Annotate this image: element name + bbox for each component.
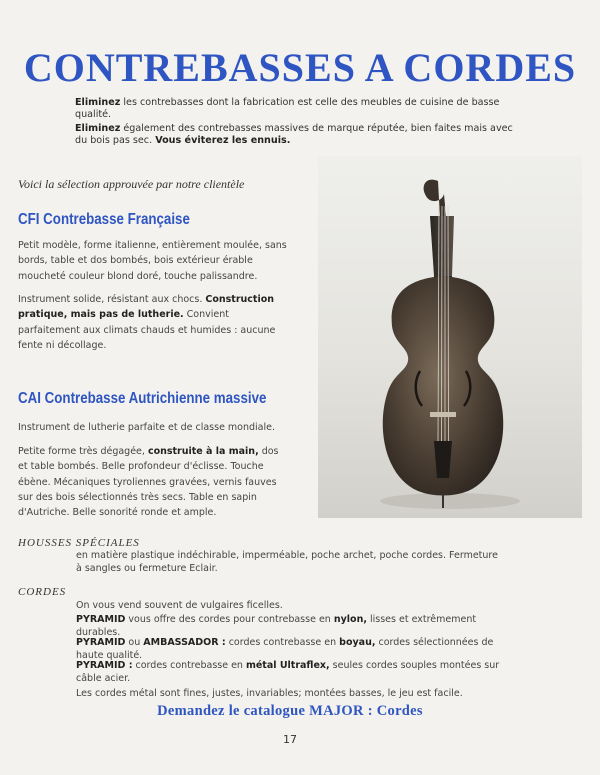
intro-paragraph-2 [75, 123, 515, 147]
cordes-metal-material: métal Ultraflex, [245, 660, 330, 671]
intro-2-emphasis: Vous éviterez les ennuis. [155, 135, 291, 146]
intro-2-lead: Eliminez [75, 123, 121, 134]
intro-2-text: également des contrebasses massives de marque réputée, bien faites mais avec du bois pas sec. [75, 123, 513, 146]
selection-subtitle: Voici la sélection approuvée par notre clientèle [18, 177, 245, 191]
cai-construction-bold: construite à la main, [147, 446, 259, 457]
cordes-boyau-text-2: cordes contrebasse en [225, 637, 340, 648]
cordes-label: CORDES [18, 586, 67, 598]
cordes-nylon-brand: PYRAMID [76, 614, 126, 625]
housses-label: HOUSSES SPÉCIALES [18, 537, 140, 549]
cordes-boyau-text-1: ou [125, 637, 144, 648]
cai-construction [18, 444, 288, 520]
cai-construction-start: Petite forme très dégagée, [18, 446, 148, 457]
page-number: 17 [283, 733, 297, 746]
cfi-construction-start: Instrument solide, résistant aux chocs. [18, 294, 206, 305]
cordes-boyau-brand-2: AMBASSADOR : [143, 637, 226, 648]
cordes-nylon-text-2: lisses et extrêmement durables. [76, 614, 477, 639]
cfi-construction-end: Convient parfaitement aux climats chauds et humides : aucune fente ni décollage. [18, 309, 276, 351]
cordes-metal-brand: PYRAMID : [76, 660, 133, 671]
cai-description: Instrument de lutherie parfaite et de classe mondiale. [18, 422, 276, 433]
page-title: CONTREBASSES A CORDES [23, 45, 577, 90]
cordes-closing: Les cordes métal sont fines, justes, invariables; montées basses, le jeu est facile. [76, 688, 463, 699]
cordes-intro: On vous vend souvent de vulgaires ficelles. [76, 600, 283, 611]
cai-construction-end: dos et table bombés. Belle profondeur d'éclisse. Touche ébène. Mécaniques tyroliennes gravées, vernis fauves sur des bois sélectionnés très secs. Table en sapin d'Autriche. Belle sonorité ronde et ample. [18, 446, 279, 519]
intro-1-lead: Eliminez [75, 97, 121, 108]
housses-description: en matière plastique indéchirable, imperméable, poche archet, poche cordes. Fermeture à sangles ou fermeture Eclair. [76, 550, 498, 575]
cordes-nylon-material: nylon, [333, 614, 367, 625]
cordes-boyau-text-3: cordes sélectionnées de haute qualité. [76, 637, 494, 662]
cordes-nylon-text-1: vous offre des cordes pour contrebasse en [125, 614, 334, 625]
cfi-description: Petit modèle, forme italienne, entièrement moulée, sans bords, table et dos bombés, bois extérieur érable moucheté couleur blond doré, touche palissandre. [18, 240, 287, 282]
cordes-boyau-material: boyau, [339, 637, 376, 648]
catalogue-request: Demandez le catalogue MAJOR : Cordes [157, 703, 423, 719]
cfi-construction [18, 292, 288, 353]
intro-paragraph-1 [75, 97, 515, 121]
double-bass-photo [318, 156, 582, 518]
cordes-metal-text-1: cordes contrebasse en [132, 660, 246, 671]
intro-1-text: les contrebasses dont la fabrication est celle des meubles de cuisine de basse qualité. [75, 97, 500, 120]
cordes-metal-text-2: seules cordes souples montées sur câble acier. [76, 660, 500, 685]
cordes-metal [76, 659, 516, 686]
cfi-construction-bold: Construction pratique, mais pas de lutherie. [18, 294, 275, 321]
cordes-boyau-brand-1: PYRAMID [76, 637, 126, 648]
double-bass-illustration [318, 156, 582, 518]
cfi-heading: CFI Contrebasse Française [18, 211, 190, 228]
cai-heading: CAI Contrebasse Autrichienne massive [18, 390, 267, 407]
